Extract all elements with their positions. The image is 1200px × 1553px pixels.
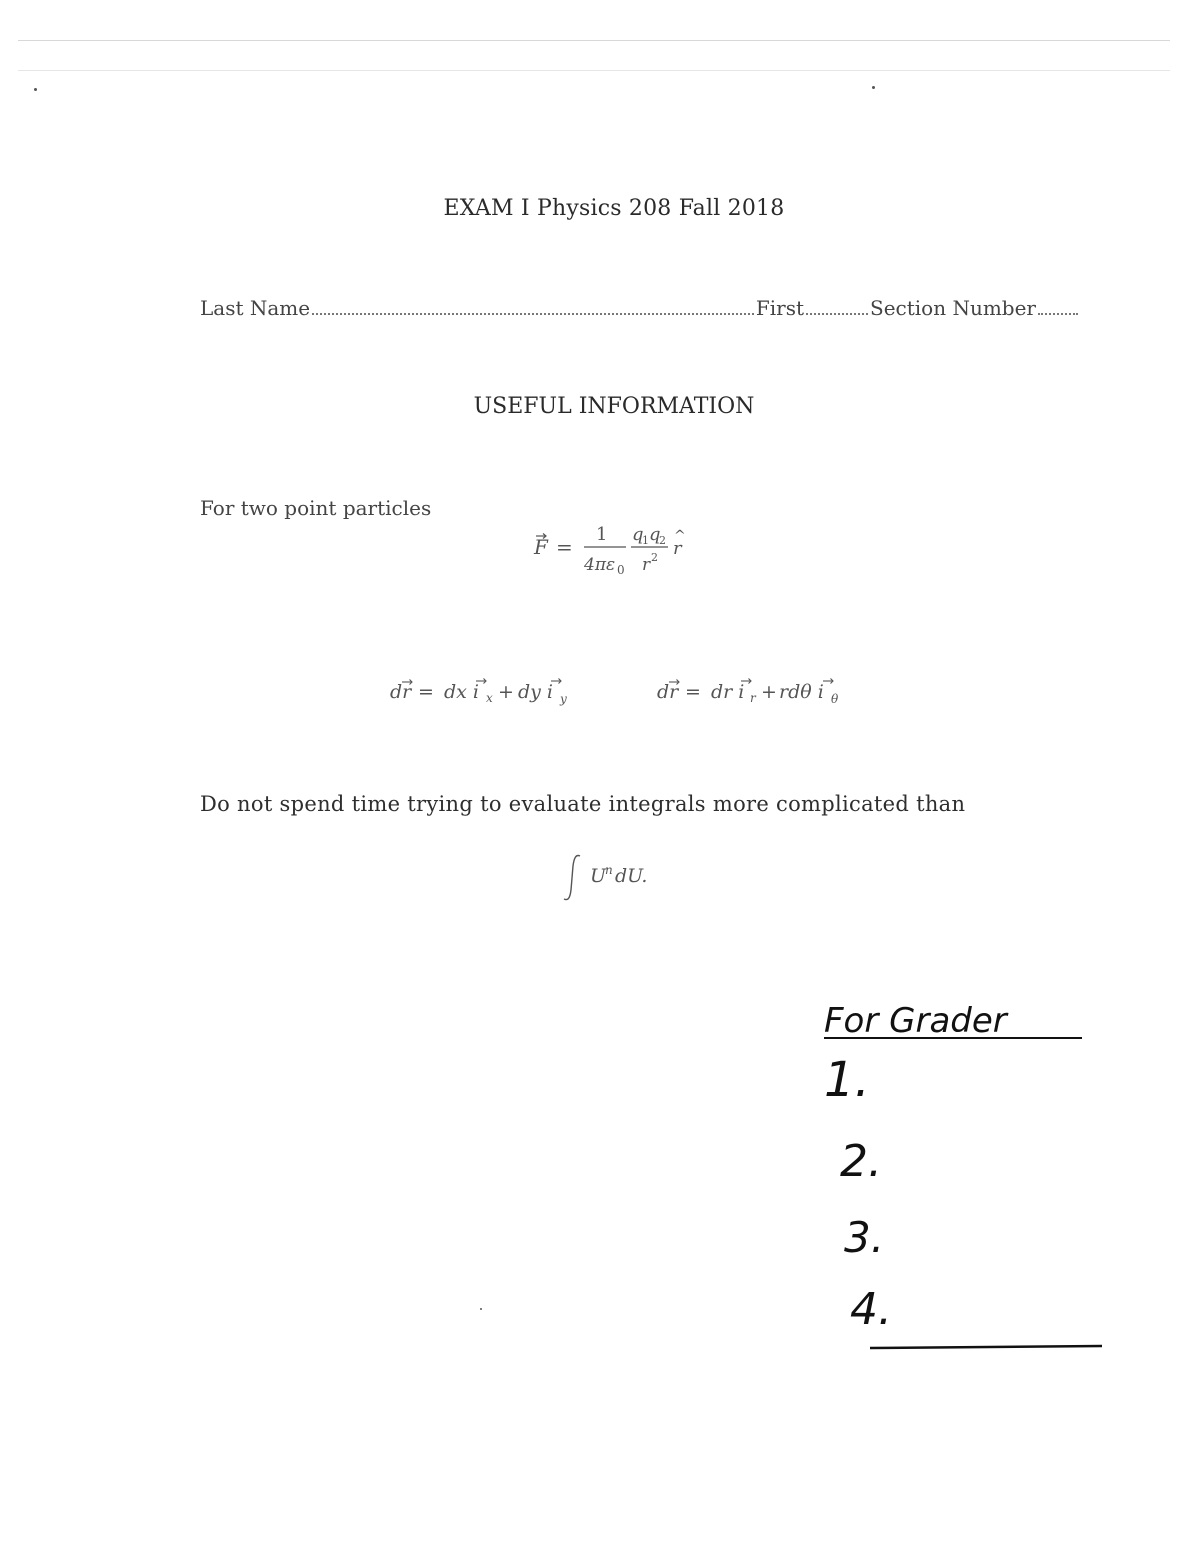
grader-score-box (810, 990, 1120, 1370)
svg-text:q: q (632, 524, 644, 545)
last-name-label: Last Name (200, 296, 311, 320)
dr-polar-formula (655, 672, 845, 712)
svg-text:dx i: dx i (444, 681, 479, 703)
svg-text:2: 2 (651, 551, 658, 564)
scan-speck (34, 88, 37, 91)
grader-item-2: 2. (840, 1136, 882, 1187)
svg-text:r: r (642, 555, 651, 575)
coulomb-formula-graphic (533, 524, 686, 577)
student-name-line (200, 296, 1080, 320)
svg-text:y: y (560, 692, 567, 706)
svg-text:U: U (590, 865, 607, 887)
dr-cartesian-formula (388, 672, 578, 712)
grader-total-line (870, 1346, 1102, 1348)
integral-graphic (564, 855, 647, 899)
first-name-blank[interactable] (806, 313, 868, 315)
svg-text:=: = (556, 535, 573, 559)
coulomb-law-formula (530, 518, 710, 584)
dr-polar-graphic (657, 679, 839, 707)
first-name-label: First (755, 296, 804, 320)
svg-text:+: + (498, 681, 514, 703)
svg-text:0: 0 (617, 563, 625, 577)
svg-text:dr i: dr i (711, 681, 745, 703)
svg-text:^: ^ (674, 528, 686, 544)
section-number-label: Section Number (870, 296, 1036, 320)
svg-text:n: n (605, 863, 613, 877)
svg-text:=: = (685, 681, 701, 703)
scan-speck (480, 1308, 482, 1310)
svg-text:4πε: 4πε (584, 555, 616, 575)
grader-item-1: 1. (824, 1052, 870, 1108)
svg-text:dU.: dU. (615, 865, 648, 887)
svg-text:1: 1 (642, 534, 649, 547)
svg-text:2: 2 (659, 534, 666, 547)
scan-edge-line (18, 70, 1170, 71)
svg-text:q: q (649, 524, 661, 545)
scan-edge-line (18, 40, 1170, 41)
svg-text:r: r (673, 538, 682, 559)
svg-text:=: = (418, 681, 434, 703)
svg-text:1: 1 (596, 524, 608, 545)
last-name-blank[interactable] (312, 313, 754, 315)
scan-speck (872, 86, 875, 89)
svg-text:dy i: dy i (518, 681, 554, 703)
exam-title: EXAM I Physics 208 Fall 2018 (443, 196, 785, 221)
svg-text:rdθ i: rdθ i (779, 681, 824, 703)
grader-item-3: 3. (844, 1213, 885, 1262)
svg-text:r: r (750, 691, 756, 705)
useful-information-heading: USEFUL INFORMATION (473, 394, 755, 419)
svg-text:+: + (761, 681, 777, 703)
integral-formula (560, 852, 670, 904)
svg-text:dr: dr (657, 681, 679, 703)
dr-cartesian-graphic (390, 679, 567, 707)
svg-text:x: x (486, 691, 493, 705)
svg-text:θ: θ (831, 692, 839, 706)
svg-text:F: F (534, 535, 548, 559)
section-number-blank[interactable] (1038, 313, 1078, 315)
svg-text:dr: dr (390, 681, 412, 703)
point-particles-label: For two point particles (200, 496, 432, 520)
integral-instruction: Do not spend time trying to evaluate integrals more complicated than (200, 792, 966, 816)
grader-item-4: 4. (850, 1284, 892, 1335)
grader-title: For Grader (824, 1001, 1007, 1041)
